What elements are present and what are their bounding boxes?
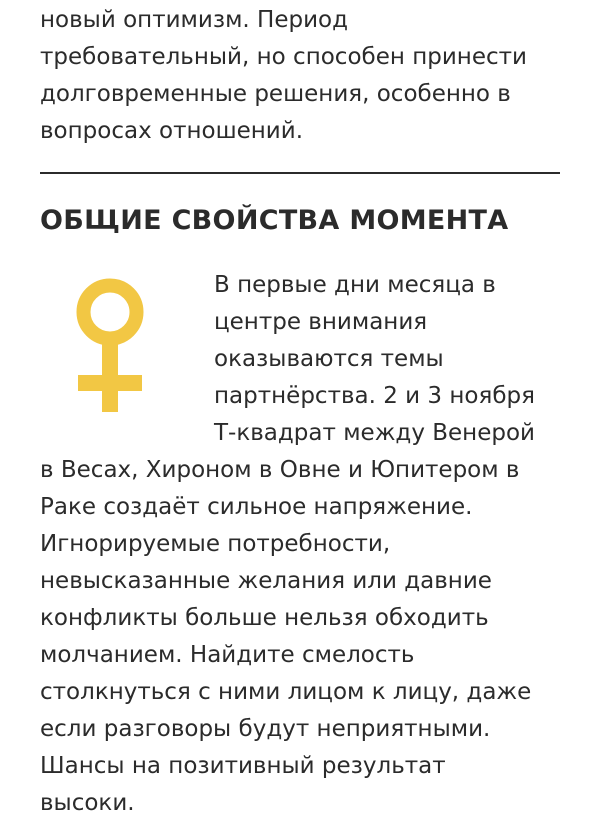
intro-line: вопросах отношений.: [40, 118, 304, 144]
paragraph-line: В первые дни месяца в: [214, 272, 496, 298]
intro-line: новый оптимизм. Период: [40, 7, 349, 33]
section-heading: ОБЩИЕ СВОЙСТВА МОМЕНТА: [40, 205, 509, 236]
paragraph-line: конфликты больше нельзя обходить: [40, 605, 489, 631]
paragraph-line: если разговоры будут неприятными.: [40, 716, 491, 742]
paragraph-line: невысказанные желания или давние: [40, 568, 492, 594]
section-divider: [40, 172, 560, 174]
paragraph-line: Т-квадрат между Венерой: [214, 420, 535, 446]
section-paragraph: [40, 267, 570, 822]
paragraph-line: молчанием. Найдите смелость: [40, 642, 415, 668]
paragraph-line: партнёрства. 2 и 3 ноября: [214, 383, 535, 409]
paragraph-line: столкнуться с ними лицом к лицу, даже: [40, 679, 532, 705]
paragraph-line: в Весах, Хироном в Овне и Юпитером в: [40, 457, 520, 483]
intro-line: требовательный, но способен принести: [40, 44, 527, 70]
paragraph-line: Шансы на позитивный результат: [40, 753, 446, 779]
paragraph-line: оказываются темы: [214, 346, 444, 372]
paragraph-line: Раке создаёт сильное напряжение.: [40, 494, 473, 520]
intro-line: долговременные решения, особенно в: [40, 81, 511, 107]
paragraph-line: Игнорируемые потребности,: [40, 531, 391, 557]
paragraph-line: высоки.: [40, 790, 135, 816]
paragraph-line: центре внимания: [214, 309, 428, 335]
intro-paragraph: [40, 2, 570, 150]
